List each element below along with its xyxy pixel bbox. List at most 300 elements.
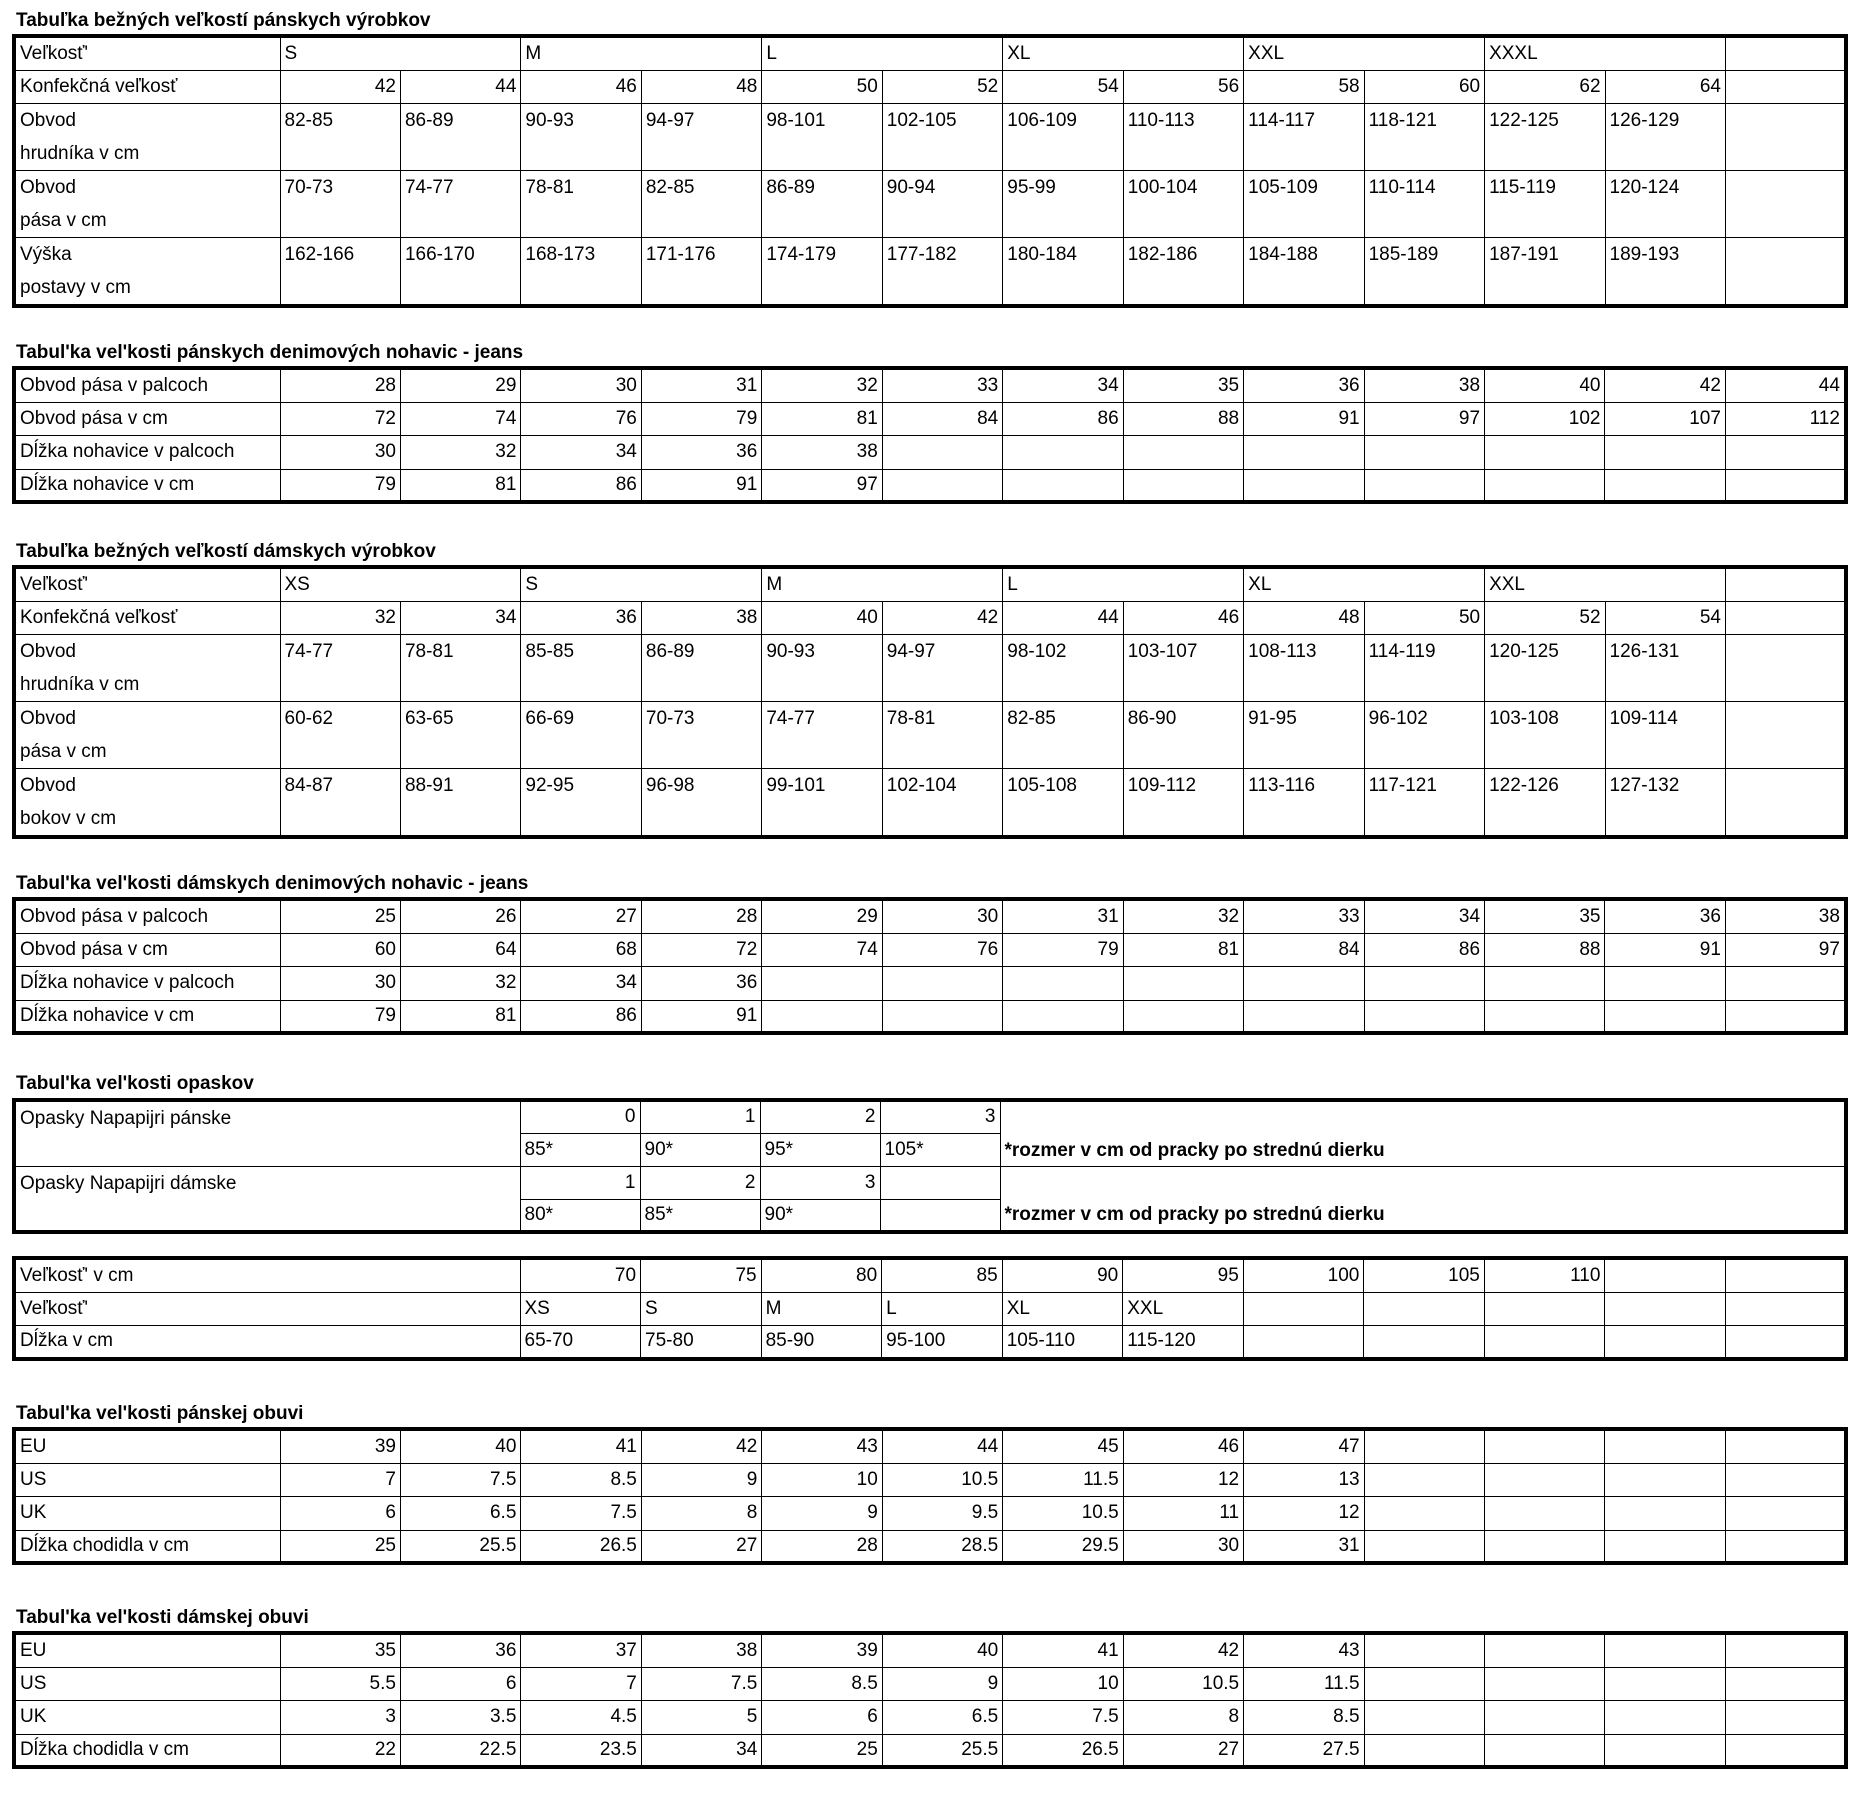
value-cell bbox=[1364, 1734, 1484, 1767]
value-cell: 74-77 bbox=[400, 170, 520, 237]
value-cell: 29 bbox=[762, 899, 882, 933]
value-cell: 108-113 bbox=[1244, 634, 1364, 701]
value-cell bbox=[1605, 1496, 1725, 1530]
value-cell bbox=[1364, 1429, 1484, 1463]
value-cell: 34 bbox=[641, 1734, 761, 1767]
row-label: Veľkosť' bbox=[14, 1292, 520, 1325]
value-cell: 33 bbox=[882, 368, 1002, 402]
value-cell: 63-65 bbox=[400, 701, 520, 768]
value-cell bbox=[1123, 469, 1243, 502]
value-cell: 78-81 bbox=[521, 170, 641, 237]
value-cell: 4.5 bbox=[521, 1700, 641, 1734]
value-cell: 34 bbox=[1003, 368, 1123, 402]
value-cell bbox=[1003, 469, 1123, 502]
value-cell: 162-166 bbox=[280, 237, 400, 306]
value-cell: 177-182 bbox=[882, 237, 1002, 306]
value-cell: 58 bbox=[1244, 70, 1364, 103]
value-cell: 86 bbox=[521, 469, 641, 502]
value-cell bbox=[1725, 966, 1845, 1000]
value-cell: 35 bbox=[1123, 368, 1243, 402]
value-cell: 48 bbox=[1244, 601, 1364, 634]
value-cell: 64 bbox=[400, 933, 520, 966]
value-cell: 13 bbox=[1244, 1463, 1364, 1496]
value-cell: 7 bbox=[521, 1667, 641, 1700]
value-cell: 105-108 bbox=[1003, 768, 1123, 837]
value-cell bbox=[1725, 469, 1845, 502]
value-cell: 28 bbox=[641, 899, 761, 933]
table-row bbox=[14, 1530, 1846, 1563]
empty-cell bbox=[1726, 567, 1846, 601]
value-cell: 44 bbox=[882, 1429, 1002, 1463]
row-label: UK bbox=[14, 1700, 280, 1734]
value-cell: XL bbox=[1002, 1292, 1123, 1325]
value-cell: 29 bbox=[400, 368, 520, 402]
women-sizes-table bbox=[12, 565, 1848, 839]
value-cell: 8 bbox=[1123, 1700, 1243, 1734]
value-cell: 40 bbox=[882, 1633, 1002, 1667]
value-cell: 105* bbox=[880, 1133, 1000, 1166]
value-cell: 66-69 bbox=[521, 701, 641, 768]
value-cell: 84 bbox=[1244, 933, 1364, 966]
value-cell: 68 bbox=[521, 933, 641, 966]
value-cell: 81 bbox=[1123, 933, 1243, 966]
value-cell bbox=[1364, 1000, 1484, 1033]
value-cell: 25.5 bbox=[882, 1734, 1002, 1767]
table-row bbox=[14, 1700, 1846, 1734]
table-row bbox=[14, 469, 1846, 502]
value-cell: 40 bbox=[400, 1429, 520, 1463]
value-cell: 36 bbox=[1244, 368, 1364, 402]
row-label: Dĺžka nohavice v cm bbox=[14, 469, 280, 502]
table-row bbox=[14, 103, 1846, 170]
value-cell bbox=[1364, 1292, 1485, 1325]
row-label: US bbox=[14, 1667, 280, 1700]
value-cell: 94-97 bbox=[641, 103, 761, 170]
value-cell: 38 bbox=[641, 601, 761, 634]
row-label: US bbox=[14, 1463, 280, 1496]
table-row bbox=[14, 701, 1846, 768]
value-cell: 25 bbox=[762, 1734, 882, 1767]
value-cell: 62 bbox=[1485, 70, 1605, 103]
value-cell: 6.5 bbox=[400, 1496, 520, 1530]
value-cell bbox=[1485, 1734, 1605, 1767]
value-cell bbox=[1725, 435, 1845, 469]
value-cell: 85-85 bbox=[521, 634, 641, 701]
value-cell bbox=[880, 1166, 1000, 1199]
size-cell: S bbox=[521, 567, 762, 601]
value-cell: 27.5 bbox=[1244, 1734, 1364, 1767]
value-cell: 22 bbox=[280, 1734, 400, 1767]
value-cell: 97 bbox=[762, 469, 882, 502]
men-sizes-table bbox=[12, 34, 1848, 308]
empty-cell bbox=[1726, 634, 1846, 701]
value-cell: 90-93 bbox=[762, 634, 882, 701]
women-sizes-title: Tabuľka bežných veľkostí dámskych výrobkov bbox=[16, 541, 436, 562]
value-cell bbox=[1485, 1530, 1605, 1563]
value-cell: 168-173 bbox=[521, 237, 641, 306]
value-cell bbox=[1605, 1633, 1725, 1667]
value-cell bbox=[1364, 1463, 1484, 1496]
table-row bbox=[14, 1463, 1846, 1496]
value-cell: 3 bbox=[760, 1166, 880, 1199]
value-cell: 122-126 bbox=[1485, 768, 1605, 837]
value-cell bbox=[1364, 1530, 1484, 1563]
value-cell bbox=[1364, 1700, 1484, 1734]
value-cell: 40 bbox=[1485, 368, 1605, 402]
empty-cell bbox=[1725, 36, 1845, 70]
value-cell: 113-116 bbox=[1244, 768, 1364, 837]
value-cell bbox=[1605, 1429, 1725, 1463]
women-jeans-table bbox=[12, 897, 1848, 1035]
value-cell: 10.5 bbox=[1123, 1667, 1243, 1700]
men-shoes-table bbox=[12, 1427, 1848, 1565]
value-cell: 85* bbox=[520, 1133, 640, 1166]
value-cell: 114-119 bbox=[1364, 634, 1484, 701]
value-cell: 115-119 bbox=[1485, 170, 1605, 237]
value-cell: 110-114 bbox=[1364, 170, 1484, 237]
value-cell bbox=[1244, 966, 1364, 1000]
value-cell: 23.5 bbox=[521, 1734, 641, 1767]
row-label: Obvod hrudníka v cm bbox=[14, 103, 280, 170]
value-cell bbox=[1485, 435, 1605, 469]
value-cell: 94-97 bbox=[882, 634, 1002, 701]
row-label: Veľkosť' bbox=[14, 36, 280, 70]
value-cell: 80* bbox=[520, 1199, 640, 1232]
value-cell: 96-98 bbox=[641, 768, 761, 837]
value-cell bbox=[1725, 1700, 1845, 1734]
value-cell bbox=[1485, 469, 1605, 502]
value-cell bbox=[1485, 966, 1605, 1000]
value-cell: 72 bbox=[641, 933, 761, 966]
value-cell: 36 bbox=[521, 601, 641, 634]
value-cell: 42 bbox=[641, 1429, 761, 1463]
value-cell: 109-112 bbox=[1123, 768, 1243, 837]
value-cell: 182-186 bbox=[1123, 237, 1243, 306]
value-cell: 7.5 bbox=[641, 1667, 761, 1700]
size-cell: M bbox=[521, 36, 762, 70]
value-cell: 28 bbox=[280, 368, 400, 402]
value-cell: 120-125 bbox=[1485, 634, 1605, 701]
size-cell: XXL bbox=[1244, 36, 1485, 70]
table-row bbox=[14, 36, 1846, 70]
empty-cell bbox=[1726, 601, 1846, 634]
value-cell bbox=[1725, 1667, 1845, 1700]
value-cell: 43 bbox=[762, 1429, 882, 1463]
value-cell: 43 bbox=[1244, 1633, 1364, 1667]
value-cell: 103-107 bbox=[1123, 634, 1243, 701]
value-cell: 92-95 bbox=[521, 768, 641, 837]
value-cell: 29.5 bbox=[1003, 1530, 1123, 1563]
value-cell: 34 bbox=[400, 601, 520, 634]
value-cell: 90 bbox=[1002, 1258, 1123, 1292]
value-cell: 8.5 bbox=[1244, 1700, 1364, 1734]
value-cell: 54 bbox=[1003, 70, 1123, 103]
value-cell: 82-85 bbox=[280, 103, 400, 170]
size-cell: XL bbox=[1244, 567, 1485, 601]
size-cell: L bbox=[762, 36, 1003, 70]
value-cell: 8 bbox=[641, 1496, 761, 1530]
value-cell: 0 bbox=[520, 1100, 640, 1133]
value-cell bbox=[1364, 469, 1484, 502]
value-cell: 34 bbox=[521, 966, 641, 1000]
table-row bbox=[14, 966, 1846, 1000]
size-cell: XL bbox=[1003, 36, 1244, 70]
value-cell bbox=[1725, 1734, 1845, 1767]
row-label: Dĺžka chodidla v cm bbox=[14, 1734, 280, 1767]
value-cell bbox=[1485, 1633, 1605, 1667]
value-cell: 117-121 bbox=[1364, 768, 1484, 837]
table-row bbox=[14, 1325, 1846, 1359]
value-cell: 81 bbox=[400, 469, 520, 502]
row-label: Konfekčná veľkosť bbox=[14, 601, 280, 634]
value-cell: 79 bbox=[280, 469, 400, 502]
value-cell: 76 bbox=[882, 933, 1002, 966]
value-cell bbox=[1605, 435, 1725, 469]
table-row bbox=[14, 899, 1846, 933]
row-label: Obvod pása v palcoch bbox=[14, 368, 280, 402]
value-cell: 44 bbox=[1003, 601, 1123, 634]
value-cell: 12 bbox=[1123, 1463, 1243, 1496]
value-cell: 126-129 bbox=[1605, 103, 1725, 170]
value-cell bbox=[1605, 1734, 1725, 1767]
value-cell bbox=[882, 1000, 1002, 1033]
size-cell: XXXL bbox=[1485, 36, 1726, 70]
value-cell bbox=[1725, 1633, 1845, 1667]
value-cell bbox=[1485, 1429, 1605, 1463]
value-cell: 127-132 bbox=[1605, 768, 1725, 837]
value-cell: 88 bbox=[1123, 402, 1243, 435]
value-cell: 6 bbox=[400, 1667, 520, 1700]
value-cell: 30 bbox=[280, 966, 400, 1000]
value-cell: 79 bbox=[641, 402, 761, 435]
row-label: Veľkosť' v cm bbox=[14, 1258, 520, 1292]
value-cell: 2 bbox=[760, 1100, 880, 1133]
value-cell bbox=[1605, 1325, 1726, 1359]
value-cell: 88-91 bbox=[400, 768, 520, 837]
value-cell bbox=[1244, 1000, 1364, 1033]
value-cell: 25 bbox=[280, 899, 400, 933]
value-cell: 96-102 bbox=[1364, 701, 1484, 768]
value-cell bbox=[1725, 1292, 1846, 1325]
value-cell: 98-102 bbox=[1003, 634, 1123, 701]
value-cell: 86-89 bbox=[400, 103, 520, 170]
row-label: Obvod bokov v cm bbox=[14, 768, 280, 837]
belt-note: *rozmer v cm od pracky po strednú dierku bbox=[1000, 1100, 1846, 1166]
value-cell: 105 bbox=[1364, 1258, 1485, 1292]
row-label: Konfekčná veľkosť bbox=[14, 70, 280, 103]
table-row bbox=[14, 1292, 1846, 1325]
women-shoes-table bbox=[12, 1631, 1848, 1769]
value-cell: 91 bbox=[1605, 933, 1725, 966]
value-cell: 110-113 bbox=[1123, 103, 1243, 170]
value-cell: 70-73 bbox=[641, 701, 761, 768]
value-cell: 30 bbox=[280, 435, 400, 469]
value-cell: 2 bbox=[640, 1166, 760, 1199]
value-cell: 35 bbox=[1485, 899, 1605, 933]
value-cell: 75-80 bbox=[641, 1325, 762, 1359]
table-row bbox=[14, 70, 1846, 103]
value-cell bbox=[1364, 1667, 1484, 1700]
value-cell: 38 bbox=[762, 435, 882, 469]
value-cell bbox=[762, 966, 882, 1000]
value-cell: 9.5 bbox=[882, 1496, 1002, 1530]
value-cell: 97 bbox=[1364, 402, 1484, 435]
value-cell: 35 bbox=[280, 1633, 400, 1667]
value-cell: 7.5 bbox=[400, 1463, 520, 1496]
value-cell: 12 bbox=[1244, 1496, 1364, 1530]
value-cell bbox=[1605, 1000, 1725, 1033]
value-cell bbox=[1605, 1700, 1725, 1734]
value-cell: 90-94 bbox=[882, 170, 1002, 237]
value-cell: 48 bbox=[641, 70, 761, 103]
value-cell: 79 bbox=[280, 1000, 400, 1033]
value-cell: 60 bbox=[280, 933, 400, 966]
value-cell: 82-85 bbox=[1003, 701, 1123, 768]
value-cell: 110 bbox=[1484, 1258, 1605, 1292]
value-cell bbox=[1484, 1325, 1605, 1359]
row-label: UK bbox=[14, 1496, 280, 1530]
value-cell: 81 bbox=[762, 402, 882, 435]
value-cell: 30 bbox=[1123, 1530, 1243, 1563]
value-cell bbox=[1485, 1496, 1605, 1530]
value-cell: 36 bbox=[400, 1633, 520, 1667]
row-label: EU bbox=[14, 1633, 280, 1667]
value-cell: 105-109 bbox=[1244, 170, 1364, 237]
value-cell: 91 bbox=[641, 469, 761, 502]
value-cell: 102 bbox=[1485, 402, 1605, 435]
value-cell: 42 bbox=[882, 601, 1002, 634]
value-cell bbox=[1364, 966, 1484, 1000]
value-cell: 115-120 bbox=[1123, 1325, 1244, 1359]
value-cell bbox=[1605, 1530, 1725, 1563]
value-cell: 91 bbox=[641, 1000, 761, 1033]
value-cell: 32 bbox=[400, 966, 520, 1000]
value-cell bbox=[1485, 1700, 1605, 1734]
value-cell: 38 bbox=[1364, 368, 1484, 402]
value-cell: 47 bbox=[1244, 1429, 1364, 1463]
value-cell: 9 bbox=[762, 1496, 882, 1530]
value-cell: 56 bbox=[1123, 70, 1243, 103]
value-cell: 54 bbox=[1605, 601, 1725, 634]
empty-cell bbox=[1725, 103, 1845, 170]
value-cell: 74-77 bbox=[280, 634, 400, 701]
value-cell: 7.5 bbox=[1003, 1700, 1123, 1734]
value-cell: 10 bbox=[762, 1463, 882, 1496]
row-label: Opasky Napapijri pánske bbox=[14, 1100, 520, 1166]
value-cell: 97 bbox=[1725, 933, 1845, 966]
value-cell: 36 bbox=[641, 966, 761, 1000]
value-cell: 84-87 bbox=[280, 768, 400, 837]
value-cell bbox=[1123, 1000, 1243, 1033]
value-cell: 114-117 bbox=[1244, 103, 1364, 170]
value-cell: 45 bbox=[1003, 1429, 1123, 1463]
value-cell: 9 bbox=[882, 1667, 1002, 1700]
value-cell: 122-125 bbox=[1485, 103, 1605, 170]
value-cell: 39 bbox=[280, 1429, 400, 1463]
value-cell: 5 bbox=[641, 1700, 761, 1734]
table-row bbox=[14, 634, 1846, 701]
value-cell bbox=[1243, 1325, 1364, 1359]
value-cell: 50 bbox=[1364, 601, 1484, 634]
value-cell: 64 bbox=[1605, 70, 1725, 103]
men-jeans-table bbox=[12, 366, 1848, 504]
table-row bbox=[14, 1633, 1846, 1667]
belt-note: *rozmer v cm od pracky po strednú dierku bbox=[1000, 1166, 1846, 1232]
value-cell bbox=[1364, 1325, 1485, 1359]
value-cell bbox=[1484, 1292, 1605, 1325]
value-cell: 37 bbox=[521, 1633, 641, 1667]
value-cell bbox=[1605, 1292, 1726, 1325]
value-cell: 31 bbox=[641, 368, 761, 402]
value-cell: 7.5 bbox=[521, 1496, 641, 1530]
value-cell: 99-101 bbox=[762, 768, 882, 837]
value-cell: 60 bbox=[1364, 70, 1484, 103]
value-cell bbox=[880, 1199, 1000, 1232]
value-cell bbox=[1003, 1000, 1123, 1033]
value-cell: 6.5 bbox=[882, 1700, 1002, 1734]
value-cell: 107 bbox=[1605, 402, 1725, 435]
value-cell: 30 bbox=[882, 899, 1002, 933]
row-label: Obvod hrudníka v cm bbox=[14, 634, 280, 701]
value-cell: 27 bbox=[1123, 1734, 1243, 1767]
value-cell: 90* bbox=[760, 1199, 880, 1232]
value-cell: 102-105 bbox=[882, 103, 1002, 170]
value-cell: 27 bbox=[641, 1530, 761, 1563]
value-cell bbox=[1244, 469, 1364, 502]
belt-sizes-table bbox=[12, 1256, 1848, 1361]
value-cell: 118-121 bbox=[1364, 103, 1484, 170]
value-cell: 60-62 bbox=[280, 701, 400, 768]
table-row bbox=[14, 601, 1846, 634]
women-shoes-title: Tabul'ka vel'kosti dámskej obuvi bbox=[16, 1607, 309, 1628]
row-label: Obvod pása v cm bbox=[14, 170, 280, 237]
value-cell: 95-100 bbox=[882, 1325, 1003, 1359]
value-cell: 46 bbox=[1123, 601, 1243, 634]
value-cell: 40 bbox=[762, 601, 882, 634]
women-jeans-title: Tabul'ka vel'kosti dámskych denimových nohavic - jeans bbox=[16, 873, 529, 894]
value-cell: 166-170 bbox=[400, 237, 520, 306]
value-cell bbox=[1123, 435, 1243, 469]
row-label: Dĺžka nohavice v palcoch bbox=[14, 966, 280, 1000]
value-cell: 74-77 bbox=[762, 701, 882, 768]
value-cell: 86-89 bbox=[762, 170, 882, 237]
empty-cell bbox=[1725, 70, 1845, 103]
value-cell bbox=[1243, 1292, 1364, 1325]
value-cell: 25 bbox=[280, 1530, 400, 1563]
row-label: Dĺžka nohavice v cm bbox=[14, 1000, 280, 1033]
value-cell: 86 bbox=[521, 1000, 641, 1033]
value-cell: 91-95 bbox=[1244, 701, 1364, 768]
value-cell: 82-85 bbox=[641, 170, 761, 237]
value-cell bbox=[762, 1000, 882, 1033]
value-cell: 1 bbox=[640, 1100, 760, 1133]
table-row bbox=[14, 1100, 1846, 1133]
value-cell: 88 bbox=[1485, 933, 1605, 966]
row-label: Veľkosť' bbox=[14, 567, 280, 601]
value-cell: 38 bbox=[641, 1633, 761, 1667]
value-cell: 79 bbox=[1003, 933, 1123, 966]
value-cell: 3 bbox=[880, 1100, 1000, 1133]
table-row bbox=[14, 170, 1846, 237]
value-cell bbox=[882, 966, 1002, 1000]
table-row bbox=[14, 435, 1846, 469]
value-cell bbox=[1364, 1633, 1484, 1667]
row-label: Výška postavy v cm bbox=[14, 237, 280, 306]
value-cell: 103-108 bbox=[1485, 701, 1605, 768]
value-cell bbox=[1605, 469, 1725, 502]
value-cell: 76 bbox=[521, 402, 641, 435]
size-cell: M bbox=[762, 567, 1003, 601]
